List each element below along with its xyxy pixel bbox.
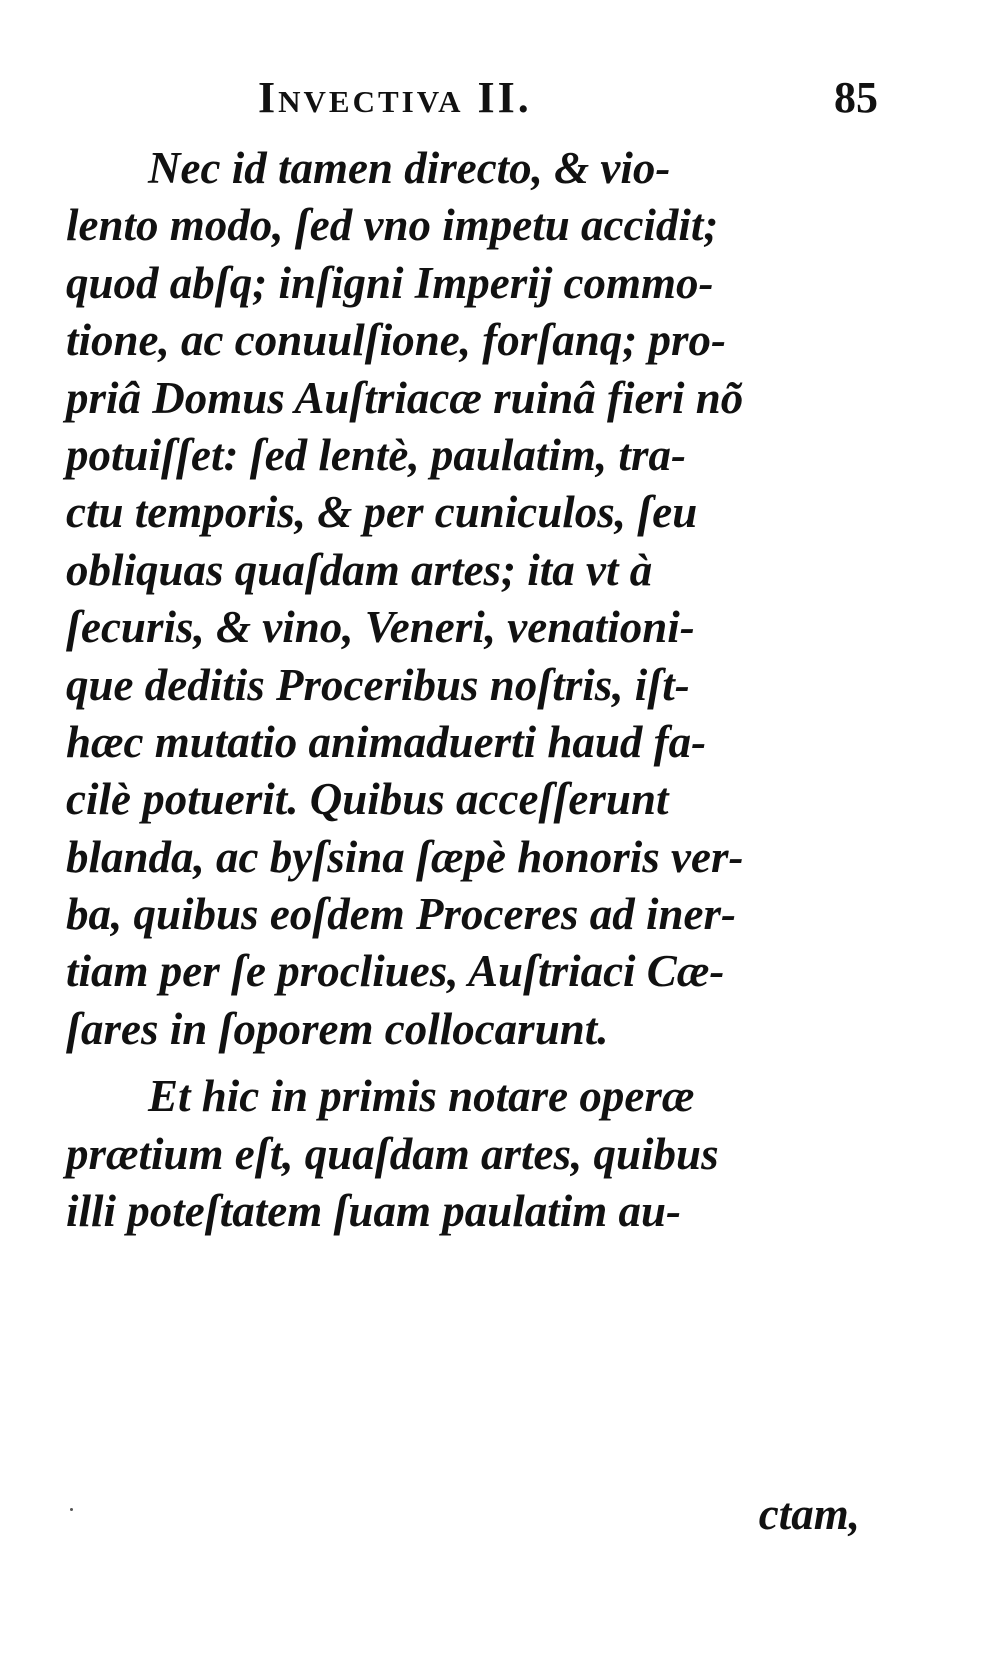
running-head: [258, 72, 878, 132]
ink-speck: [70, 1508, 73, 1511]
paragraph: [66, 140, 866, 1058]
catchword: ctam,: [758, 1489, 860, 1539]
text-line: tione, ac conuulſione, forſanq; pro-: [66, 315, 727, 366]
text-line: priâ Domus Auſtriacæ ruinâ fieri nõ: [66, 372, 744, 423]
text-line: tiam per ſe procliues, Auſtriaci Cæ-: [66, 946, 725, 997]
text-line: obliquas quaſdam artes; ita vt à: [66, 544, 653, 595]
text-line: ſecuris, & vino, Veneri, venationi-: [66, 602, 695, 653]
text-line: cilè potuerit. Quibus acceſſerunt: [66, 774, 669, 825]
text-line: quod abſq; inſigni Imperij commo-: [66, 257, 714, 308]
text-line: ſares in ſoporem collocarunt.: [66, 1003, 609, 1054]
text-line: potuiſſet: ſed lentè, paulatim, tra-: [66, 429, 686, 480]
body-text: [66, 140, 866, 1240]
text-line: hæc mutatio animaduerti haud fa-: [66, 716, 707, 767]
text-line: prætium eſt, quaſdam artes, quibus: [66, 1128, 719, 1179]
running-title: Invectiva II.: [258, 73, 532, 122]
text-line: Et hic in primis notare operæ: [148, 1071, 695, 1122]
text-line: ba, quibus eoſdem Proceres ad iner-: [66, 889, 736, 940]
text-line: blanda, ac byſsina ſæpè honoris ver-: [66, 831, 744, 882]
paragraph: [66, 1068, 866, 1240]
text-line: lento modo, ſed vno impetu accidit;: [66, 200, 719, 251]
text-line: Nec id tamen directo, & vio-: [148, 143, 671, 193]
text-line: illi poteſtatem ſuam paulatim au-: [66, 1186, 682, 1237]
text-line: ctu temporis, & per cuniculos, ſeu: [66, 487, 698, 538]
page-number: 85: [834, 73, 878, 122]
text-line: que deditis Proceribus noſtris, iſt-: [66, 659, 690, 710]
